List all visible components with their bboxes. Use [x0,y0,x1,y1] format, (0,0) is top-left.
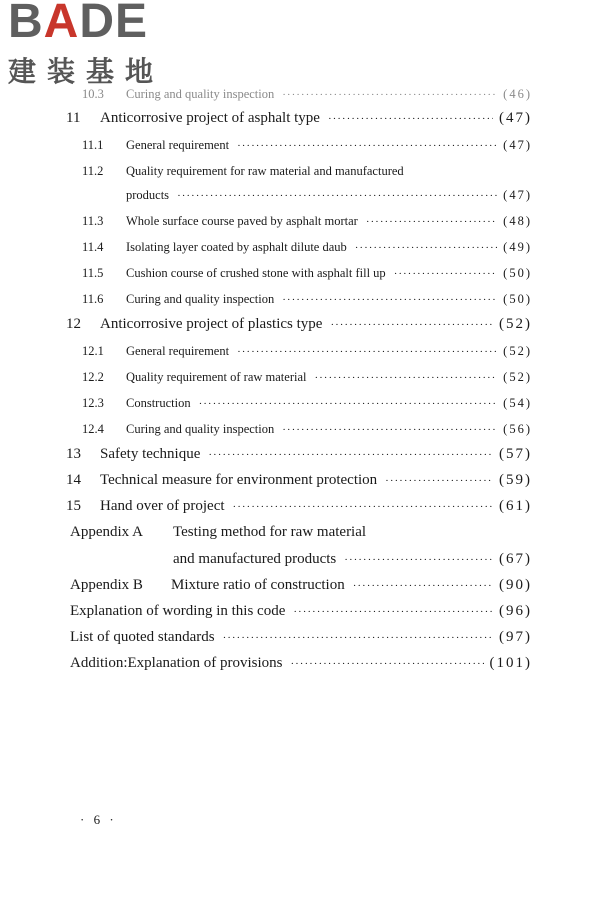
toc-entry-page: (61) [499,498,532,514]
dot-leader [314,372,497,384]
dot-leader [355,242,497,254]
toc-entry-11[interactable] [66,110,532,127]
toc-entry-page: (52) [503,344,532,358]
toc-entry-title-continued: products [126,188,170,202]
toc-entry-page: (50) [503,292,532,306]
dot-leader [385,475,493,487]
toc-entry-title: General requirement [126,138,230,152]
toc-entry-page: (50) [503,266,532,280]
dot-leader [177,190,497,202]
toc-entry-title: List of quoted standards [70,629,215,645]
toc-entry-page: (67) [499,551,532,567]
toc-entry-page: (52) [503,370,532,384]
toc-entry-title: Cushion course of crushed stone with asphalt fill up [126,266,386,280]
toc-entry-number: 11.4 [82,240,104,254]
toc-entry-12-1[interactable] [82,344,532,359]
dot-leader [237,346,497,358]
toc-entry-11-6[interactable] [82,292,532,307]
toc-entry-11-2-line2[interactable] [126,188,532,203]
toc-entry-title: Curing and quality inspection [126,292,275,306]
toc-entry-title: Mixture ratio of construction [171,577,345,593]
toc-entry-11-2-line1[interactable] [82,164,404,179]
dot-leader [344,554,493,566]
toc-entry-14[interactable] [66,472,532,489]
dot-leader [282,89,497,101]
toc-appendix-a-line2[interactable] [173,551,532,568]
toc-entry-11-4[interactable] [82,240,532,255]
toc-entry-quoted-standards[interactable] [70,629,532,646]
toc-entry-title: Technical measure for environment protection [100,472,378,488]
toc-entry-13[interactable] [66,446,532,463]
toc-entry-page: (46) [503,87,532,101]
toc-entry-title: Curing and quality inspection [126,422,275,436]
toc-entry-page: (97) [499,629,532,645]
toc-entry-number: 12 [66,316,81,332]
toc-entry-title: Addition:Explanation of provisions [70,655,283,671]
toc-appendix-label: Appendix A [70,524,143,540]
toc-entry-title: Quality requirement for raw material and manufactured [126,164,404,178]
toc-entry-page: (54) [503,396,532,410]
logo-wordmark: BADE [8,0,149,48]
toc-entry-title: General requirement [126,344,230,358]
toc-appendix-label: Appendix B [70,577,143,593]
toc-entry-title: Anticorrosive project of plastics type [100,316,323,332]
toc-entry-page: (59) [499,472,532,488]
toc-entry-page: (47) [503,188,532,202]
toc-entry-title: Safety technique [100,446,201,462]
toc-entry-explanation-of-wording[interactable] [70,603,532,620]
dot-leader [328,113,493,125]
toc-entry-page: (90) [499,577,532,593]
toc-entry-11-3[interactable] [82,214,532,229]
toc-entry-page: (52) [499,316,532,332]
toc-entry-number: 15 [66,498,81,514]
toc-entry-page: (57) [499,446,532,462]
toc-entry-number: 11.6 [82,292,104,306]
dot-leader [394,268,497,280]
dot-leader [293,606,493,618]
toc-entry-title: Testing method for raw material [173,524,367,540]
dot-leader [290,658,483,670]
toc-entry-page: (101) [489,655,532,671]
toc-entry-page: (47) [499,110,532,126]
toc-entry-number: 12.3 [82,396,104,410]
toc-entry-page: (49) [503,240,532,254]
toc-entry-page: (56) [503,422,532,436]
toc-entry-15[interactable] [66,498,532,515]
toc-entry-11-1[interactable] [82,138,532,153]
toc-appendix-a-line1[interactable] [70,524,366,541]
toc-entry-number: 12.2 [82,370,104,384]
toc-entry-number: 12.4 [82,422,104,436]
toc-entry-title: Whole surface course paved by asphalt mortar [126,214,358,228]
toc-appendix-b[interactable] [70,577,532,594]
toc-entry-title: Construction [126,396,191,410]
page-number: · 6 · [80,812,117,827]
toc-entry-number: 11 [66,110,81,126]
toc-entry-number: 11.1 [82,138,104,152]
toc-entry-12-2[interactable] [82,370,532,385]
toc-entry-page: (48) [503,214,532,228]
dot-leader [282,294,497,306]
dot-leader [199,398,498,410]
logo-chinese-text: 建装基地 [8,55,165,88]
toc-entry-11-5[interactable] [82,266,532,281]
toc-entry-number: 14 [66,472,81,488]
toc-entry-number: 11.5 [82,266,104,280]
toc-entry-number: 13 [66,446,81,462]
toc-entry-title: Hand over of project [100,498,225,514]
toc-entry-page: (47) [503,138,532,152]
dot-leader [208,449,493,461]
toc-entry-title: Isolating layer coated by asphalt dilute daub [126,240,347,254]
toc-entry-12-3[interactable] [82,396,532,411]
dot-leader [330,319,493,331]
toc-entry-title: Explanation of wording in this code [70,603,286,619]
toc-entry-title: Anticorrosive project of asphalt type [100,110,320,126]
dot-leader [223,632,493,644]
toc-entry-title-continued: and manufactured products [173,551,337,567]
dot-leader [233,501,493,513]
toc-entry-12[interactable] [66,316,532,333]
toc-entry-page: (96) [499,603,532,619]
toc-entry-title: Curing and quality inspection [126,87,275,101]
toc-entry-number: 10.3 [82,87,104,101]
toc-entry-number: 12.1 [82,344,104,358]
dot-leader [282,424,497,436]
dot-leader [237,140,497,152]
toc-entry-number: 11.3 [82,214,104,228]
toc-entry-10-3[interactable] [82,87,532,102]
toc-entry-title: Quality requirement of raw material [126,370,307,384]
dot-leader [366,216,497,228]
toc-entry-number: 11.2 [82,164,104,178]
toc-entry-12-4[interactable] [82,422,532,437]
dot-leader [353,580,493,592]
toc-entry-addition[interactable] [70,655,532,672]
